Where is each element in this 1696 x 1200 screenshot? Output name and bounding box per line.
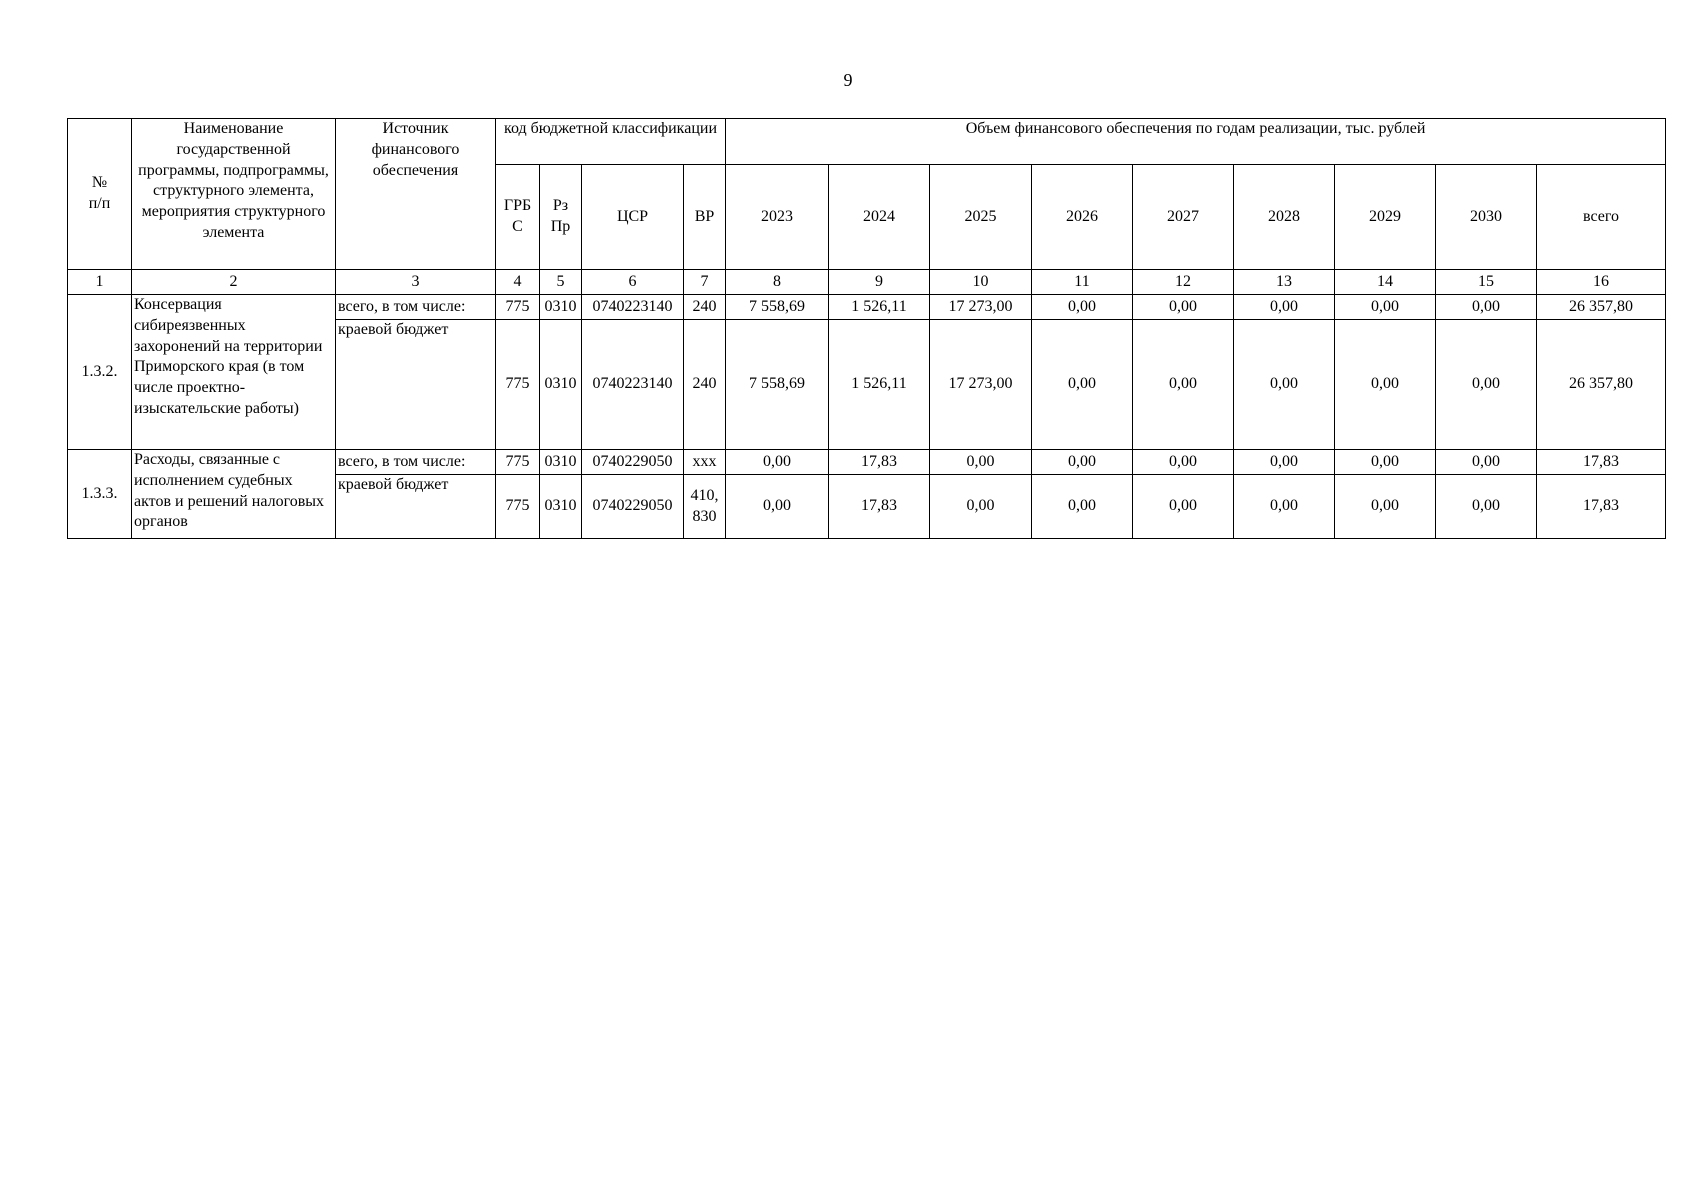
column-number: 3: [336, 270, 496, 295]
value-cell: 0,00: [1436, 295, 1537, 320]
header-num: № п/п: [68, 119, 132, 270]
grbs-cell: 775: [496, 475, 540, 539]
funding-source: краевой бюджет: [336, 320, 496, 450]
csr-cell: 0740223140: [582, 295, 684, 320]
funding-source: всего, в том числе:: [336, 295, 496, 320]
csr-cell: 0740229050: [582, 450, 684, 475]
value-cell: 17,83: [829, 475, 930, 539]
value-cell: 0,00: [1032, 320, 1133, 450]
column-number: 6: [582, 270, 684, 295]
value-cell: 0,00: [1133, 320, 1234, 450]
header-source: Источник финансового обеспечения: [336, 119, 496, 270]
value-cell: 0,00: [1032, 295, 1133, 320]
grbs-cell: 775: [496, 295, 540, 320]
column-number: 14: [1335, 270, 1436, 295]
table-row: [68, 295, 1666, 320]
funding-source: краевой бюджет: [336, 475, 496, 539]
column-number: 4: [496, 270, 540, 295]
value-cell: 0,00: [1234, 475, 1335, 539]
column-number: 10: [930, 270, 1032, 295]
value-cell: 0,00: [1436, 320, 1537, 450]
column-number: 11: [1032, 270, 1133, 295]
value-cell: 1 526,11: [829, 320, 930, 450]
value-cell: 0,00: [726, 450, 829, 475]
column-number: 12: [1133, 270, 1234, 295]
vr-cell: 410, 830: [684, 475, 726, 539]
value-cell: 0,00: [1133, 450, 1234, 475]
grbs-cell: 775: [496, 450, 540, 475]
value-cell: 7 558,69: [726, 320, 829, 450]
value-cell: 0,00: [1032, 475, 1133, 539]
rzpr-cell: 0310: [540, 475, 582, 539]
column-number: 16: [1537, 270, 1666, 295]
financing-table: [67, 118, 1666, 539]
rzpr-cell: 0310: [540, 450, 582, 475]
total-cell: 26 357,80: [1537, 295, 1666, 320]
vr-cell: xxx: [684, 450, 726, 475]
column-number: 2: [132, 270, 336, 295]
rzpr-cell: 0310: [540, 295, 582, 320]
header-budget-code: код бюджетной классификации: [496, 119, 726, 165]
rzpr-cell: 0310: [540, 320, 582, 450]
total-cell: 26 357,80: [1537, 320, 1666, 450]
value-cell: 0,00: [1133, 475, 1234, 539]
value-cell: 0,00: [1436, 450, 1537, 475]
grbs-cell: 775: [496, 320, 540, 450]
page-number: 9: [843, 70, 853, 90]
header-total: всего: [1537, 165, 1666, 270]
value-cell: 0,00: [1335, 450, 1436, 475]
item-name: Консервация сибиреязвенных захоронений на территории Приморского края (в том числе проектно-изыскательские работы): [132, 295, 336, 450]
value-cell: 17 273,00: [930, 320, 1032, 450]
header-year: 2026: [1032, 165, 1133, 270]
value-cell: 0,00: [1234, 295, 1335, 320]
value-cell: 0,00: [1436, 475, 1537, 539]
header-csr: ЦСР: [582, 165, 684, 270]
header-year: 2028: [1234, 165, 1335, 270]
header-year: 2029: [1335, 165, 1436, 270]
value-cell: 0,00: [1335, 320, 1436, 450]
item-number: 1.3.2.: [68, 295, 132, 450]
column-number: 13: [1234, 270, 1335, 295]
column-number: 5: [540, 270, 582, 295]
column-numbers-row: [68, 270, 1666, 295]
total-cell: 17,83: [1537, 475, 1666, 539]
total-cell: 17,83: [1537, 450, 1666, 475]
column-number: 15: [1436, 270, 1537, 295]
value-cell: 0,00: [1335, 295, 1436, 320]
header-financing-volume: Объем финансового обеспечения по годам реализации, тыс. рублей: [726, 119, 1666, 165]
header-vr: ВР: [684, 165, 726, 270]
vr-cell: 240: [684, 295, 726, 320]
column-number: 9: [829, 270, 930, 295]
value-cell: 0,00: [1234, 320, 1335, 450]
value-cell: 0,00: [1032, 450, 1133, 475]
value-cell: 0,00: [1133, 295, 1234, 320]
header-year: 2023: [726, 165, 829, 270]
value-cell: 0,00: [1234, 450, 1335, 475]
value-cell: 17 273,00: [930, 295, 1032, 320]
csr-cell: 0740229050: [582, 475, 684, 539]
value-cell: 1 526,11: [829, 295, 930, 320]
value-cell: 7 558,69: [726, 295, 829, 320]
value-cell: 0,00: [726, 475, 829, 539]
value-cell: 0,00: [930, 475, 1032, 539]
value-cell: 0,00: [1335, 475, 1436, 539]
header-year: 2027: [1133, 165, 1234, 270]
table-row: [68, 450, 1666, 475]
value-cell: 0,00: [930, 450, 1032, 475]
item-name: Расходы, связанные с исполнением судебных актов и решений налоговых органов: [132, 450, 336, 539]
column-number: 1: [68, 270, 132, 295]
header-year: 2025: [930, 165, 1032, 270]
column-number: 8: [726, 270, 829, 295]
header-year: 2030: [1436, 165, 1537, 270]
header-grbs: ГРБ С: [496, 165, 540, 270]
column-number: 7: [684, 270, 726, 295]
header-year: 2024: [829, 165, 930, 270]
funding-source: всего, в том числе:: [336, 450, 496, 475]
csr-cell: 0740223140: [582, 320, 684, 450]
value-cell: 17,83: [829, 450, 930, 475]
header-rzpr: Рз Пр: [540, 165, 582, 270]
vr-cell: 240: [684, 320, 726, 450]
header-name: Наименование государственной программы, подпрограммы, структурного элемента, мероприятия структурного элемента: [132, 119, 336, 270]
item-number: 1.3.3.: [68, 450, 132, 539]
